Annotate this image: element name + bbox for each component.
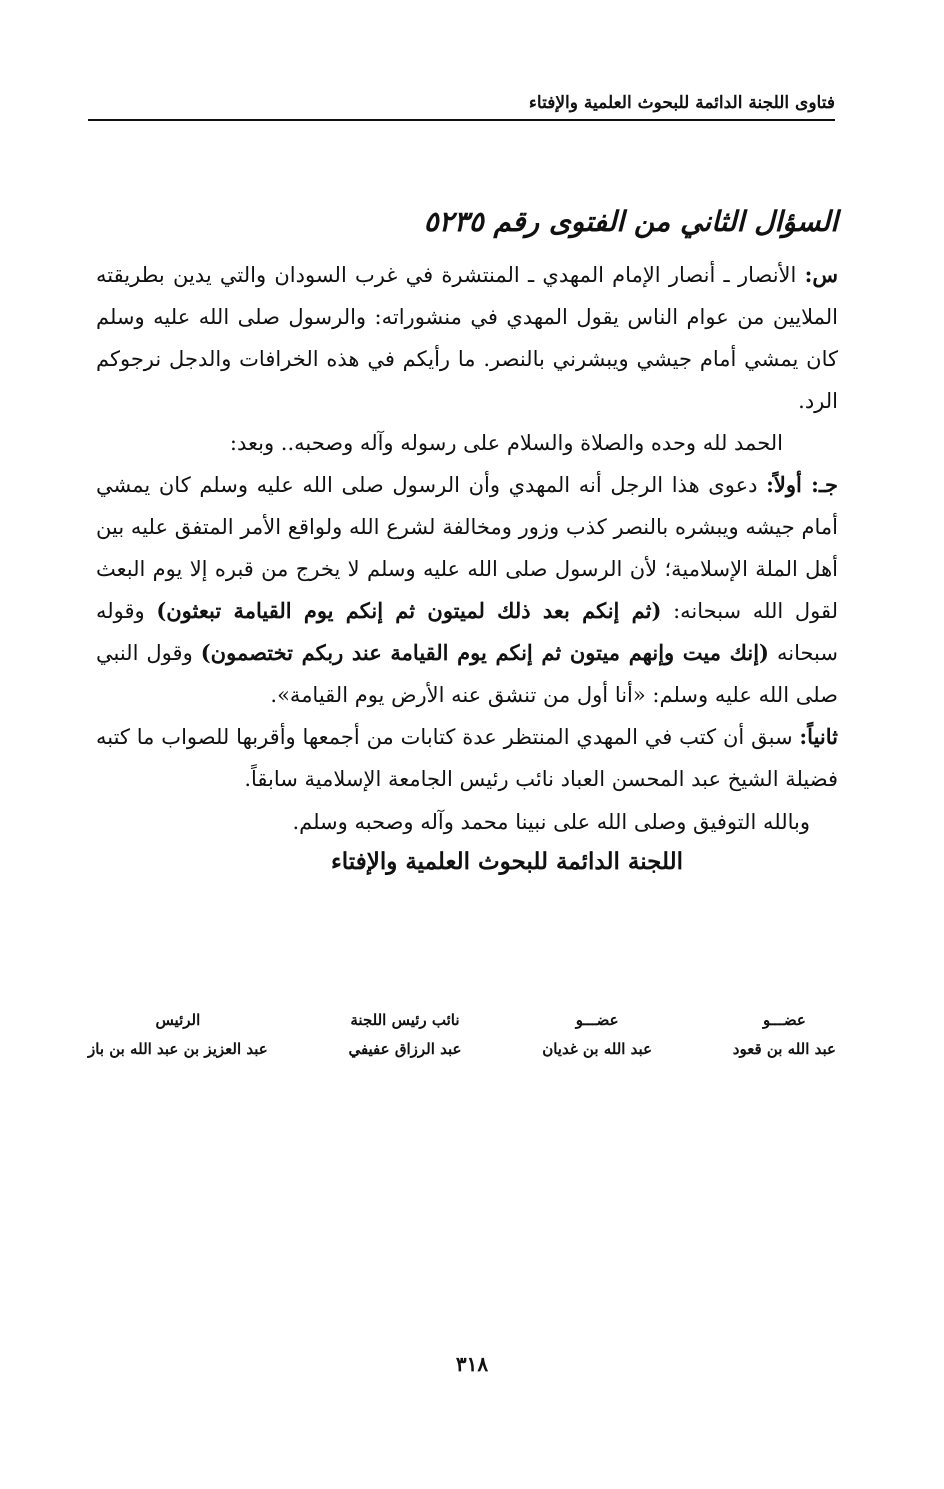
signature-role: عضـــو bbox=[575, 1011, 619, 1029]
answer-part-one bbox=[96, 464, 838, 716]
running-header bbox=[88, 92, 835, 126]
signature-name: عبد العزيز بن عبد الله بن باز bbox=[88, 1040, 268, 1058]
answer-part-two-label: ثانياً: bbox=[799, 724, 838, 749]
signature-name: عبد الرزاق عفيفي bbox=[348, 1040, 462, 1058]
answer-label: جـ: أولاً: bbox=[766, 472, 838, 497]
verse-connector: وقوله سبحانه bbox=[96, 599, 838, 665]
header-rule bbox=[88, 119, 835, 121]
signature-chair bbox=[88, 1008, 268, 1062]
quran-verse-two: (إنك ميت وإنهم ميتون ثم إنكم يوم القيامة عند ربكم تختصمون) bbox=[200, 640, 769, 665]
question-paragraph bbox=[96, 254, 838, 422]
signature-role: نائب رئيس اللجنة bbox=[350, 1011, 460, 1029]
signature-member-1 bbox=[733, 1008, 836, 1062]
answer-part-two bbox=[96, 716, 838, 800]
signature-name: عبد الله بن غديان bbox=[542, 1040, 653, 1058]
answer-part-two-text: سبق أن كتب في المهدي المنتظر عدة كتابات من أجمعها وأقربها للصواب ما كتبه فضيلة الشيخ عبد المحسن العباد نائب رئيس الجامعة الإسلامية سابقاً. bbox=[96, 725, 838, 791]
closing-prayer: وبالله التوفيق وصلى الله على نبينا محمد وآله وصحبه وسلم. bbox=[292, 810, 810, 834]
running-header-title: فتاوى اللجنة الدائمة للبحوث العلمية والإفتاء bbox=[528, 93, 835, 113]
hadith-text: وقول النبي صلى الله عليه وسلم: «أنا أول من تنشق عنه الأرض يوم القيامة». bbox=[96, 641, 838, 707]
signature-role: الرئيس bbox=[155, 1011, 201, 1029]
signature-member-2 bbox=[542, 1008, 652, 1062]
signature-block bbox=[88, 1008, 836, 1062]
question-text: الأنصار ـ أنصار الإمام المهدي ـ المنتشرة في غرب السودان والتي يدين بطريقته الملايين من عوام الناس يقول المهدي في منشوراته: والرسول صلى الله عليه وسلم كان يمشي أمام جيشي ويبشرني بالنصر. ما رأيكم في هذه الخرافات والدجل نرجوكم الرد. bbox=[96, 263, 838, 413]
signature-role: عضـــو bbox=[762, 1011, 806, 1029]
fatwa-body bbox=[96, 200, 838, 882]
answer-part-one-text: دعوى هذا الرجل أنه المهدي وأن الرسول صلى الله عليه وسلم كان يمشي أمام جيشه ويبشره بالنصر كذب وزور ومخالفة لشرع الله ولواقع الأمر المتفق عليه بين أهل الملة الإسلامية؛ لأن الرسول صلى الله عليه وسلم لا يخرج من قبره إلا يوم البعث لقول الله سبحانه: bbox=[96, 473, 838, 623]
question-label: س: bbox=[804, 262, 838, 287]
question-heading: السؤال الثاني من الفتوى رقم ٥٢٣٥ bbox=[423, 205, 838, 238]
quran-verse-one: (ثم إنكم بعد ذلك لميتون ثم إنكم يوم القيامة تبعثون) bbox=[156, 598, 662, 623]
signature-name: عبد الله بن قعود bbox=[732, 1040, 836, 1058]
praise-paragraph: الحمد لله وحده والصلاة والسلام على رسوله وآله وصحبه.. وبعد: bbox=[229, 431, 783, 455]
page-number: ٣١٨ bbox=[455, 1352, 489, 1376]
committee-name: اللجنة الدائمة للبحوث العلمية والإفتاء bbox=[330, 848, 683, 875]
signature-vice-chair bbox=[348, 1008, 461, 1062]
